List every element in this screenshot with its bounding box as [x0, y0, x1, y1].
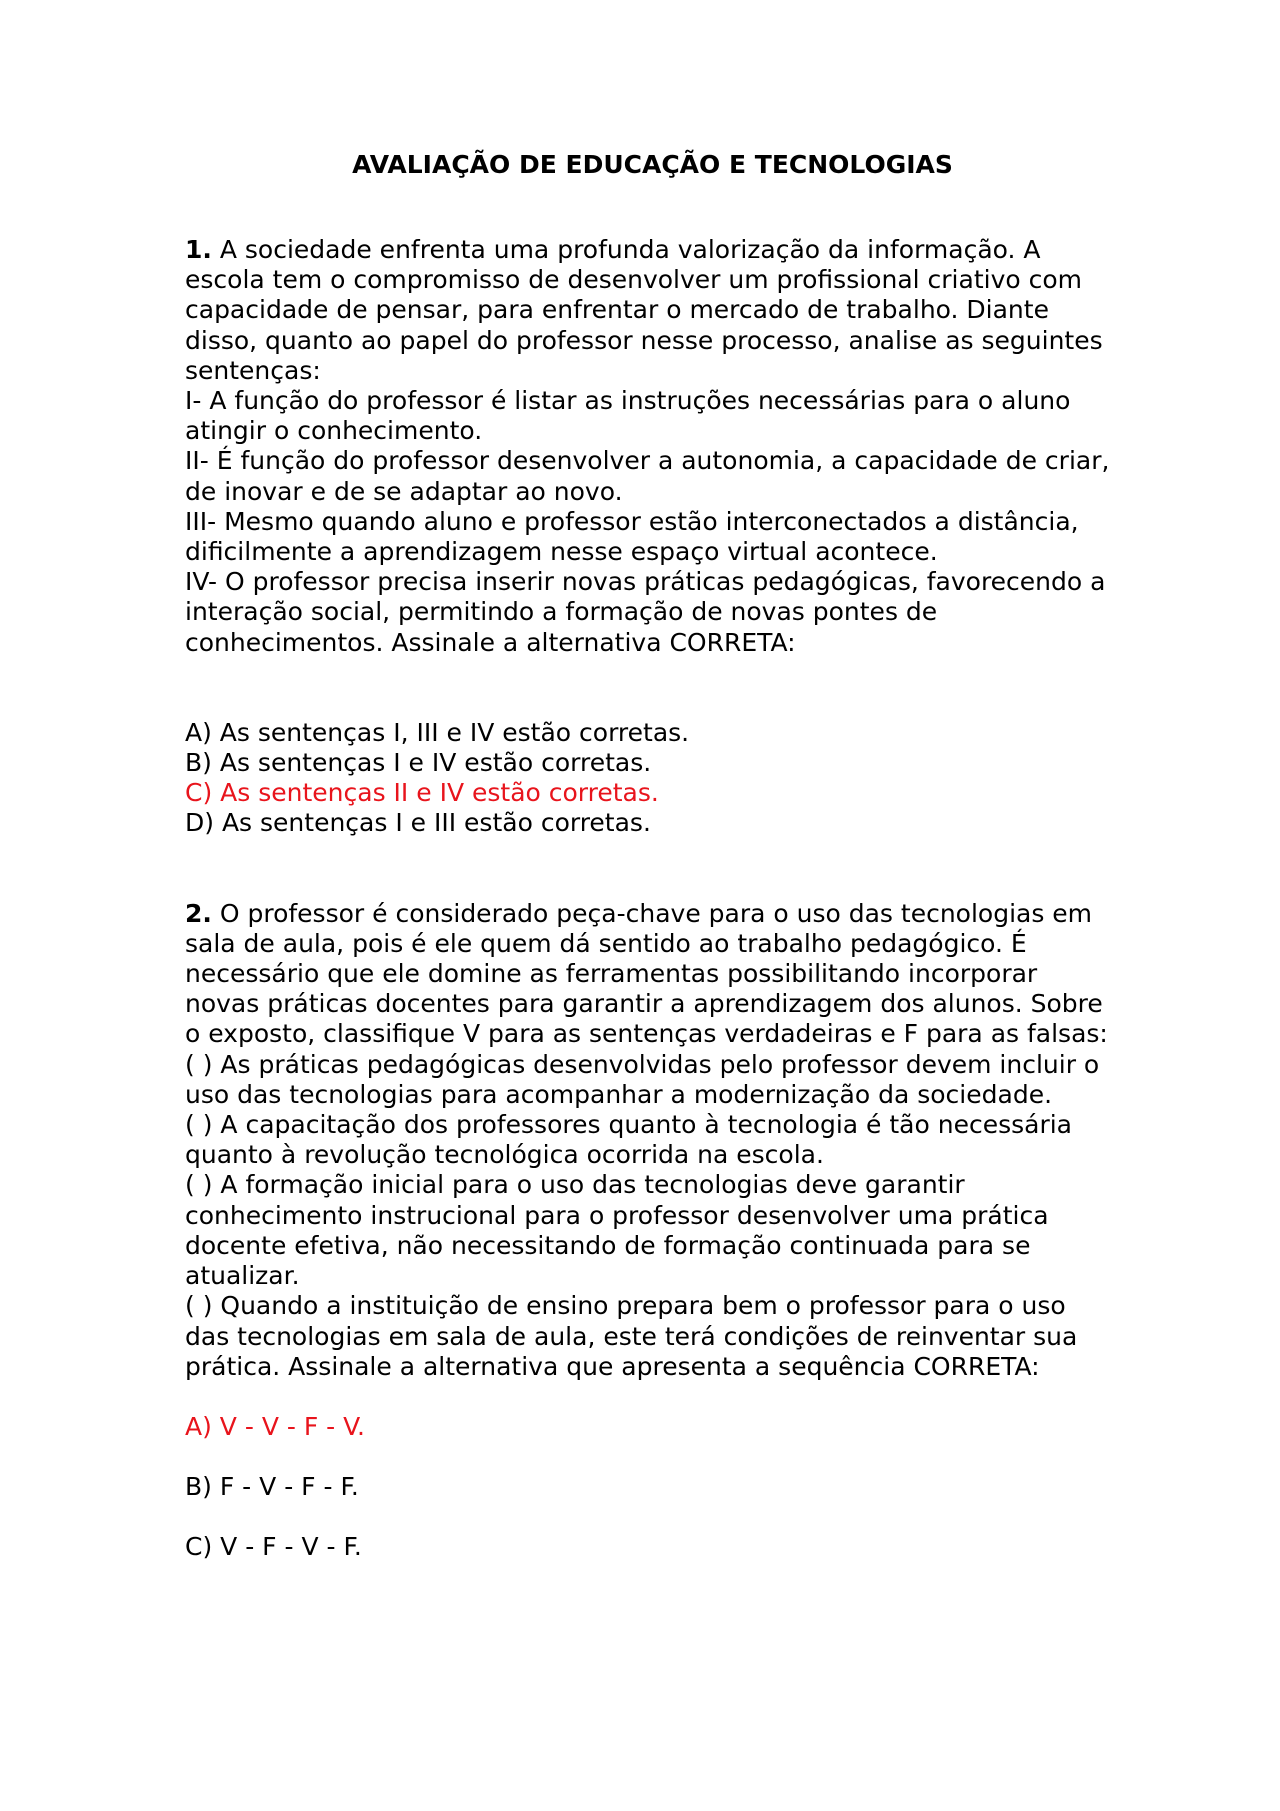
- question-1-statement-1: I- A função do professor é listar as instruções necessárias para o aluno atingir o conhecimento.: [185, 386, 1071, 446]
- question-1-option-a: A) As sentenças I, III e IV estão corretas.: [185, 717, 690, 747]
- question-2: [185, 899, 1110, 1563]
- question-1: [185, 235, 1110, 839]
- question-1-stem-text: A sociedade enfrenta uma profunda valorização da informação. A escola tem o compromisso de desenvolver um profissional criativo com capacidade de pensar, para enfrentar o mercado de trabalho. Diante disso, quanto ao papel do professor nesse processo, analise as seguintes sentenças:: [185, 235, 1103, 385]
- question-2-options: [185, 1412, 1110, 1563]
- question-2-statement-1: ( ) As práticas pedagógicas desenvolvidas pelo professor devem incluir o uso das tecnologias para acompanhar a modernização da sociedade.: [185, 1049, 1100, 1109]
- question-1-statement-3: III- Mesmo quando aluno e professor estão interconectados a distância, dificilmente a aprendizagem nesse espaço virtual acontece.: [185, 506, 1079, 567]
- question-1-option-d: D) As sentenças I e III estão corretas.: [185, 808, 651, 838]
- question-1-option-c-correct: C) As sentenças II e IV estão corretas.: [185, 778, 659, 808]
- question-1-option-b: B) As sentenças I e IV estão corretas.: [185, 748, 652, 778]
- question-2-statement-4: ( ) Quando a instituição de ensino prepara bem o professor para o uso das tecnologias em sala de aula, este terá condições de reinventar sua prática. Assinale a alternativa que apresenta a sequência CORRETA:: [185, 1291, 1078, 1381]
- question-2-statement-2: ( ) A capacitação dos professores quanto à tecnologia é tão necessária quanto à revolução tecnológica ocorrida na escola.: [185, 1110, 1072, 1170]
- question-2-option-b: B) F - V - F - F.: [185, 1472, 359, 1502]
- question-1-statement-2: II- É função do professor desenvolver a autonomia, a capacidade de criar, de inovar e de se adaptar ao novo.: [185, 446, 1110, 506]
- question-2-statement-3: ( ) A formação inicial para o uso das tecnologias deve garantir conhecimento instrucional para o professor desenvolver uma prática docente efetiva, não necessitando de formação continuada para se atualizar.: [185, 1170, 1049, 1291]
- document-title: AVALIAÇÃO DE EDUCAÇÃO E TECNOLOGIAS: [352, 150, 953, 179]
- question-1-statement-4: IV- O professor precisa inserir novas práticas pedagógicas, favorecendo a interação social, permitindo a formação de novas pontes de conhecimentos. Assinale a alternativa CORRETA:: [185, 567, 1106, 657]
- question-2-option-a-correct: A) V - V - F - V.: [185, 1411, 365, 1441]
- question-1-number: 1.: [185, 235, 212, 264]
- question-2-option-c: C) V - F - V - F.: [185, 1532, 362, 1562]
- question-1-stem: [185, 235, 1110, 386]
- question-2-stem: [185, 899, 1110, 1050]
- document-page: [185, 150, 1110, 1563]
- question-2-number: 2.: [185, 898, 212, 928]
- question-2-stem-text: O professor é considerado peça-chave para o uso das tecnologias em sala de aula, pois é ele quem dá sentido ao trabalho pedagógico. É necessário que ele domine as ferramentas possibilitando incorporar novas práticas docentes para garantir a aprendizagem dos alunos. Sobre o exposto, classifique V para as sentenças verdadeiras e F para as falsas:: [185, 898, 1108, 1049]
- question-1-options: [185, 718, 1110, 839]
